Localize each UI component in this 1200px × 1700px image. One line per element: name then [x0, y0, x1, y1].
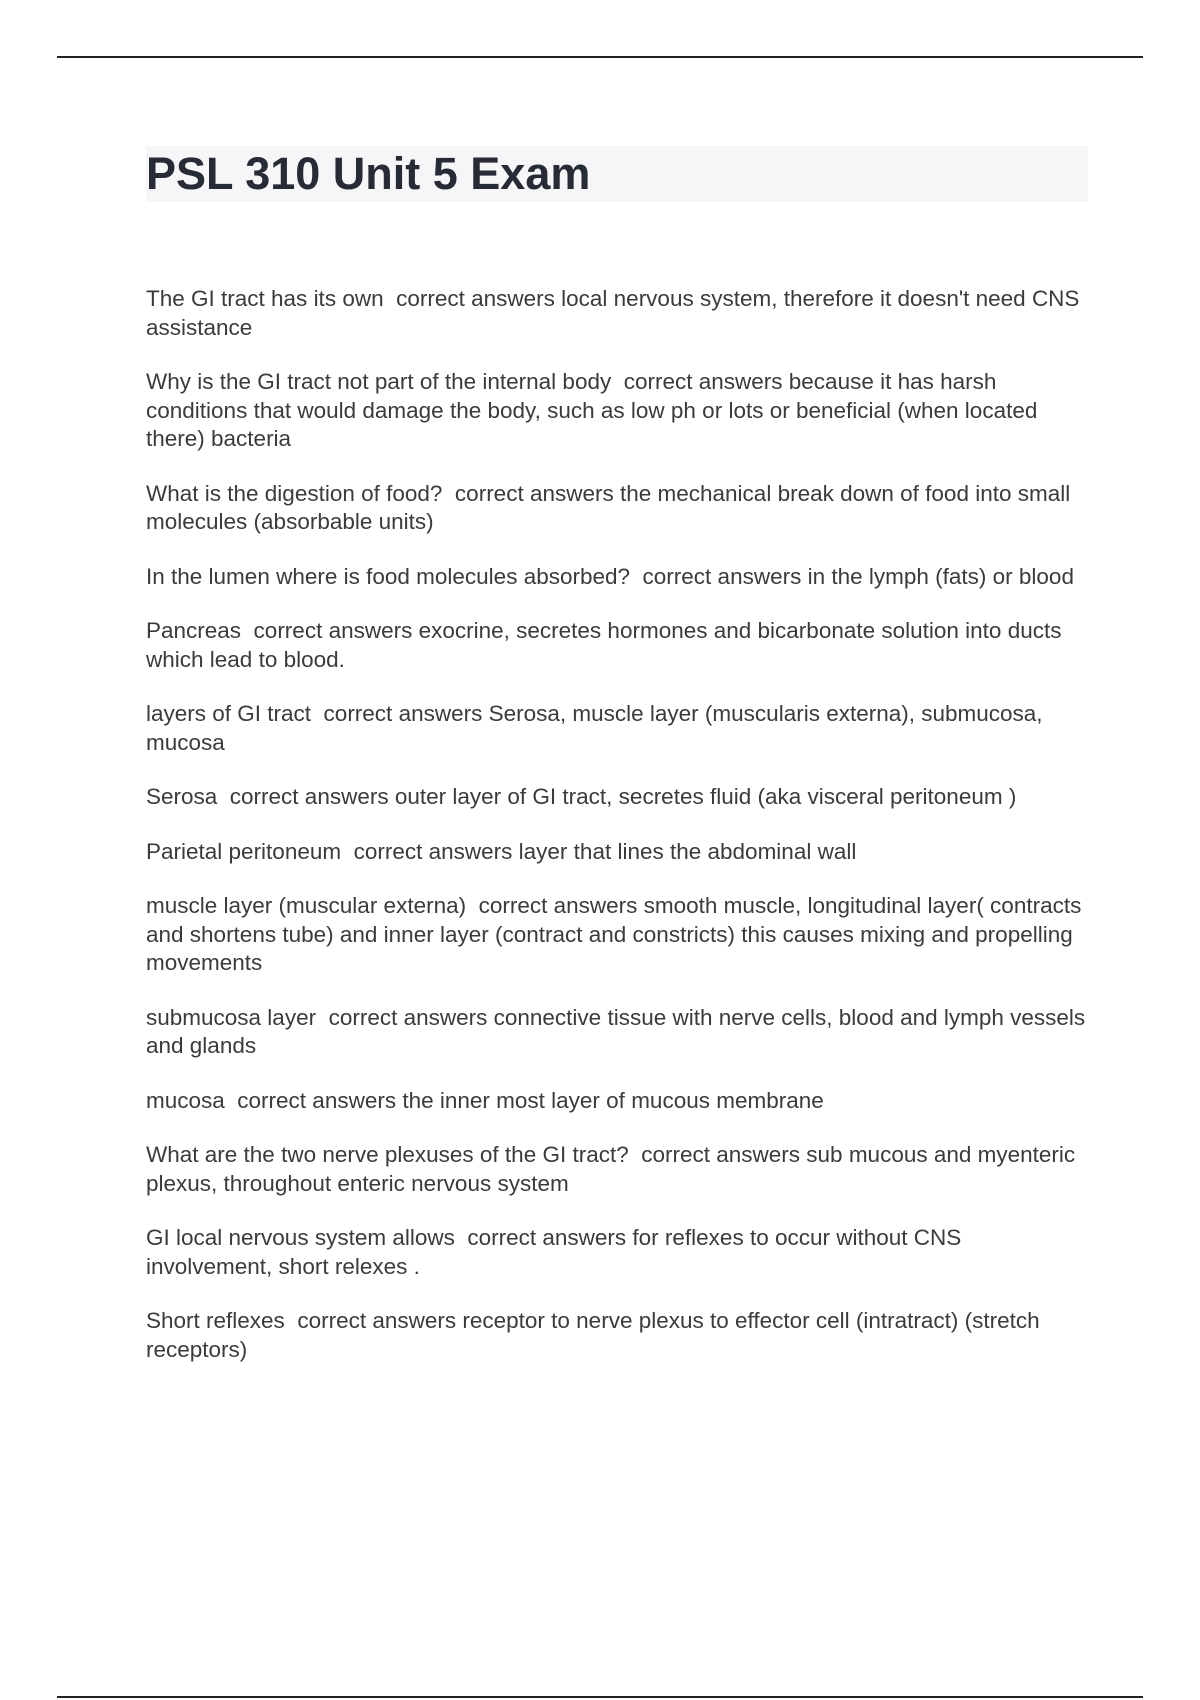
- bottom-divider: [57, 1696, 1143, 1698]
- top-divider: [57, 56, 1143, 58]
- qa-entry: Short reflexes correct answers receptor to nerve plexus to effector cell (intratract) (stretch receptors): [146, 1308, 1046, 1362]
- qa-entry: Parietal peritoneum correct answers layer that lines the abdominal wall: [146, 838, 857, 864]
- qa-entry: What are the two nerve plexuses of the GI tract? correct answers sub mucous and myenteric plexus, throughout enteric nervous system: [146, 1142, 1082, 1196]
- qa-entry: What is the digestion of food? correct answers the mechanical break down of food into small molecules (absorbable units): [146, 480, 1077, 534]
- document-title: PSL 310 Unit 5 Exam: [146, 148, 591, 199]
- qa-entry: The GI tract has its own correct answers local nervous system, therefore it doesn't need CNS assistance: [146, 286, 1086, 340]
- qa-entry: layers of GI tract correct answers Serosa, muscle layer (muscularis externa), submucosa, mucosa: [146, 701, 1049, 755]
- qa-entry: muscle layer (muscular externa) correct answers smooth muscle, longitudinal layer( contracts and shortens tube) and inner layer (contract and constricts) this causes mixing and propelling movements: [146, 893, 1088, 975]
- qa-entry: GI local nervous system allows correct answers for reflexes to occur without CNS involvement, short relexes .: [146, 1225, 968, 1279]
- qa-entry: Why is the GI tract not part of the internal body correct answers because it has harsh conditions that would damage the body, such as low ph or lots or beneficial (when located there) bacteria: [146, 369, 1044, 451]
- qa-entry: Serosa correct answers outer layer of GI tract, secretes fluid (aka visceral peritoneum ): [146, 784, 1017, 809]
- qa-entry: submucosa layer correct answers connective tissue with nerve cells, blood and lymph vessels and glands: [146, 1004, 1092, 1058]
- question-answer-list: [146, 285, 1092, 1390]
- qa-entry: Pancreas correct answers exocrine, secretes hormones and bicarbonate solution into ducts which lead to blood.: [146, 618, 1068, 672]
- qa-entry: In the lumen where is food molecules absorbed? correct answers in the lymph (fats) or blood: [146, 563, 1074, 589]
- qa-entry: mucosa correct answers the inner most layer of mucous membrane: [146, 1087, 824, 1113]
